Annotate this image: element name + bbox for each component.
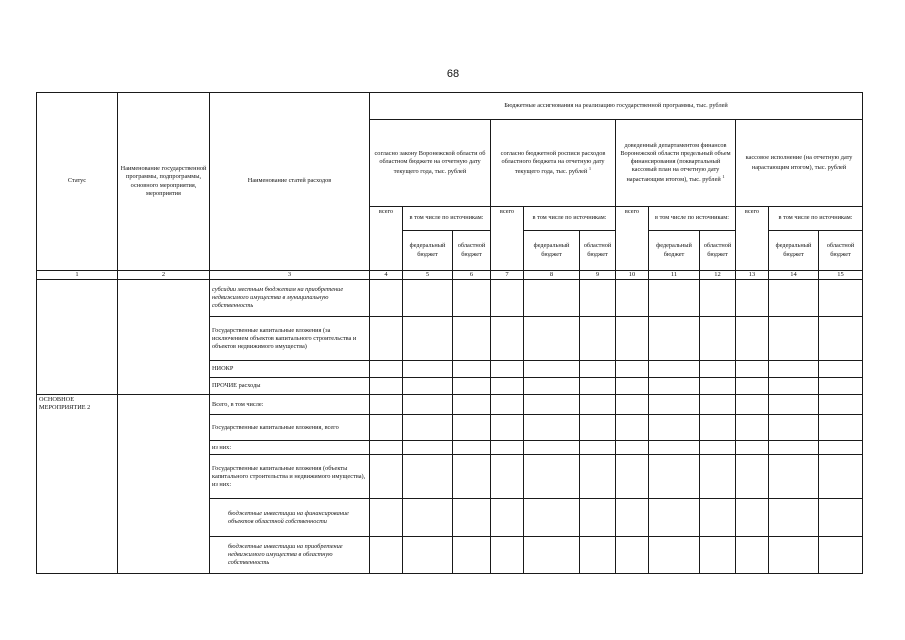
program-cell <box>118 280 210 395</box>
value-cell <box>580 280 616 317</box>
value-cell <box>769 499 819 537</box>
value-cell <box>700 395 736 415</box>
total-header: всего <box>736 207 769 271</box>
value-cell <box>616 361 649 378</box>
value-cell <box>819 499 863 537</box>
value-cell <box>580 441 616 455</box>
value-cell <box>580 317 616 361</box>
value-cell <box>370 280 403 317</box>
value-cell <box>580 499 616 537</box>
value-cell <box>649 361 700 378</box>
group-header-limit: доведенный департаментом финансов Воронежской области предельный объем финансирования (поквартальный кассовый план на отчетную дату нарастающим итогом), тыс. рублей $^1$ <box>616 120 736 207</box>
group-header-cash: кассовое исполнение (на отчетную дату нарастающим итогом), тыс. рублей <box>736 120 863 207</box>
value-cell <box>453 378 491 395</box>
article-cell: Государственные капитальные вложения (объекты капитального строительства и недвижимого имущества), из них: <box>210 455 370 499</box>
value-cell <box>649 395 700 415</box>
value-cell <box>616 378 649 395</box>
status-header: Статус <box>37 93 118 271</box>
value-cell <box>491 441 524 455</box>
sources-header: в том числе по источникам: <box>769 207 863 231</box>
value-cell <box>453 317 491 361</box>
federal-header: федеральный бюджет <box>769 231 819 271</box>
federal-header: федеральный бюджет <box>403 231 453 271</box>
regional-header: областной бюджет <box>700 231 736 271</box>
article-cell: из них: <box>210 441 370 455</box>
value-cell <box>580 537 616 574</box>
value-cell <box>819 280 863 317</box>
column-number: 10 <box>616 271 649 280</box>
column-number: 4 <box>370 271 403 280</box>
sources-header: в том числе по источникам: <box>403 207 491 231</box>
value-cell <box>370 499 403 537</box>
value-cell <box>491 537 524 574</box>
value-cell <box>736 455 769 499</box>
value-cell <box>769 415 819 441</box>
value-cell <box>403 415 453 441</box>
column-number: 12 <box>700 271 736 280</box>
regional-header: областной бюджет <box>453 231 491 271</box>
value-cell <box>700 361 736 378</box>
value-cell <box>403 317 453 361</box>
value-cell <box>819 317 863 361</box>
federal-header: федеральный бюджет <box>524 231 580 271</box>
value-cell <box>453 537 491 574</box>
column-number: 8 <box>524 271 580 280</box>
federal-header: федеральный бюджет <box>649 231 700 271</box>
value-cell <box>736 395 769 415</box>
value-cell <box>736 537 769 574</box>
column-number: 15 <box>819 271 863 280</box>
value-cell <box>580 361 616 378</box>
article-cell: бюджетные инвестиции на финансирование объектов областной собственности <box>210 499 370 537</box>
value-cell <box>491 361 524 378</box>
value-cell <box>403 455 453 499</box>
total-header: всего <box>491 207 524 271</box>
value-cell <box>370 441 403 455</box>
article-cell: ПРОЧИЕ расходы <box>210 378 370 395</box>
group-header-law: согласно закону Воронежской области об областном бюджете на отчетную дату текущего года, тыс. рублей <box>370 120 491 207</box>
value-cell <box>491 395 524 415</box>
value-cell <box>736 280 769 317</box>
value-cell <box>649 415 700 441</box>
value-cell <box>769 455 819 499</box>
value-cell <box>370 378 403 395</box>
value-cell <box>403 395 453 415</box>
value-cell <box>700 455 736 499</box>
value-cell <box>736 317 769 361</box>
value-cell <box>649 317 700 361</box>
value-cell <box>580 378 616 395</box>
status-cell <box>37 280 118 395</box>
value-cell <box>819 537 863 574</box>
value-cell <box>524 441 580 455</box>
group-header-register: согласно бюджетной росписи расходов областного бюджета на отчетную дату текущего года, тыс. рублей $^1$ <box>491 120 616 207</box>
value-cell <box>819 378 863 395</box>
value-cell <box>769 537 819 574</box>
column-number: 13 <box>736 271 769 280</box>
value-cell <box>403 361 453 378</box>
articles-header: Наименование статей расходов <box>210 93 370 271</box>
value-cell <box>491 415 524 441</box>
article-cell: Всего, в том числе: <box>210 395 370 415</box>
value-cell <box>819 455 863 499</box>
column-number: 5 <box>403 271 453 280</box>
value-cell <box>700 537 736 574</box>
value-cell <box>649 455 700 499</box>
budget-table <box>36 92 863 574</box>
value-cell <box>819 395 863 415</box>
column-number: 9 <box>580 271 616 280</box>
value-cell <box>616 317 649 361</box>
value-cell <box>403 499 453 537</box>
value-cell <box>616 441 649 455</box>
value-cell <box>736 441 769 455</box>
article-cell: бюджетные инвестиции на приобретение недвижимого имущества в областную собственность <box>210 537 370 574</box>
value-cell <box>649 537 700 574</box>
value-cell <box>736 415 769 441</box>
value-cell <box>453 499 491 537</box>
value-cell <box>491 280 524 317</box>
article-cell: Государственные капитальные вложения, всего <box>210 415 370 441</box>
value-cell <box>491 378 524 395</box>
value-cell <box>616 415 649 441</box>
value-cell <box>700 415 736 441</box>
value-cell <box>700 499 736 537</box>
value-cell <box>616 455 649 499</box>
column-number: 14 <box>769 271 819 280</box>
column-number: 11 <box>649 271 700 280</box>
value-cell <box>403 378 453 395</box>
value-cell <box>616 280 649 317</box>
value-cell <box>491 455 524 499</box>
value-cell <box>370 537 403 574</box>
value-cell <box>524 415 580 441</box>
value-cell <box>580 415 616 441</box>
sources-header: в том числе по источникам: <box>524 207 616 231</box>
value-cell <box>700 378 736 395</box>
value-cell <box>370 415 403 441</box>
value-cell <box>453 395 491 415</box>
value-cell <box>736 361 769 378</box>
value-cell <box>453 455 491 499</box>
value-cell <box>649 441 700 455</box>
table-row <box>37 280 863 317</box>
budget-group-header: Бюджетные ассигнования на реализацию государственной программы, тыс. рублей <box>370 93 863 120</box>
value-cell <box>580 395 616 415</box>
value-cell <box>700 441 736 455</box>
value-cell <box>819 415 863 441</box>
value-cell <box>453 415 491 441</box>
table-row <box>37 395 863 415</box>
value-cell <box>453 280 491 317</box>
value-cell <box>736 499 769 537</box>
column-number: 3 <box>210 271 370 280</box>
value-cell <box>453 441 491 455</box>
value-cell <box>769 441 819 455</box>
column-number: 6 <box>453 271 491 280</box>
column-number: 1 <box>37 271 118 280</box>
value-cell <box>616 395 649 415</box>
value-cell <box>403 537 453 574</box>
value-cell <box>769 378 819 395</box>
value-cell <box>491 317 524 361</box>
column-number: 2 <box>118 271 210 280</box>
value-cell <box>769 361 819 378</box>
value-cell <box>403 280 453 317</box>
program-header: Наименование государственной программы, подпрограммы, основного мероприятия, мероприятия <box>118 93 210 271</box>
value-cell <box>491 499 524 537</box>
article-cell: НИОКР <box>210 361 370 378</box>
value-cell <box>370 455 403 499</box>
value-cell <box>524 361 580 378</box>
total-header: всего <box>370 207 403 271</box>
value-cell <box>769 395 819 415</box>
value-cell <box>524 499 580 537</box>
value-cell <box>649 280 700 317</box>
value-cell <box>524 395 580 415</box>
value-cell <box>819 361 863 378</box>
value-cell <box>403 441 453 455</box>
value-cell <box>616 499 649 537</box>
article-cell: Государственные капитальные вложения (за исключением объектов капитального строительства и объектов недвижимого имущества) <box>210 317 370 361</box>
article-cell: субсидии местным бюджетам на приобретение недвижимого имущества в муниципальную собственность <box>210 280 370 317</box>
value-cell <box>580 455 616 499</box>
value-cell <box>370 317 403 361</box>
value-cell <box>524 280 580 317</box>
value-cell <box>524 317 580 361</box>
regional-header: областной бюджет <box>819 231 863 271</box>
value-cell <box>819 441 863 455</box>
value-cell <box>453 361 491 378</box>
value-cell <box>649 499 700 537</box>
status-cell: ОСНОВНОЕ МЕРОПРИЯТИЕ 2 <box>37 395 118 574</box>
value-cell <box>524 537 580 574</box>
value-cell <box>524 378 580 395</box>
page-number: 68 <box>446 68 460 80</box>
value-cell <box>700 280 736 317</box>
value-cell <box>370 361 403 378</box>
value-cell <box>524 455 580 499</box>
value-cell <box>736 378 769 395</box>
value-cell <box>700 317 736 361</box>
value-cell <box>769 280 819 317</box>
program-cell <box>118 395 210 574</box>
value-cell <box>649 378 700 395</box>
value-cell <box>616 537 649 574</box>
value-cell <box>769 317 819 361</box>
regional-header: областной бюджет <box>580 231 616 271</box>
value-cell <box>370 395 403 415</box>
sources-header: в том числе по источникам: <box>649 207 736 231</box>
column-number: 7 <box>491 271 524 280</box>
total-header: всего <box>616 207 649 271</box>
